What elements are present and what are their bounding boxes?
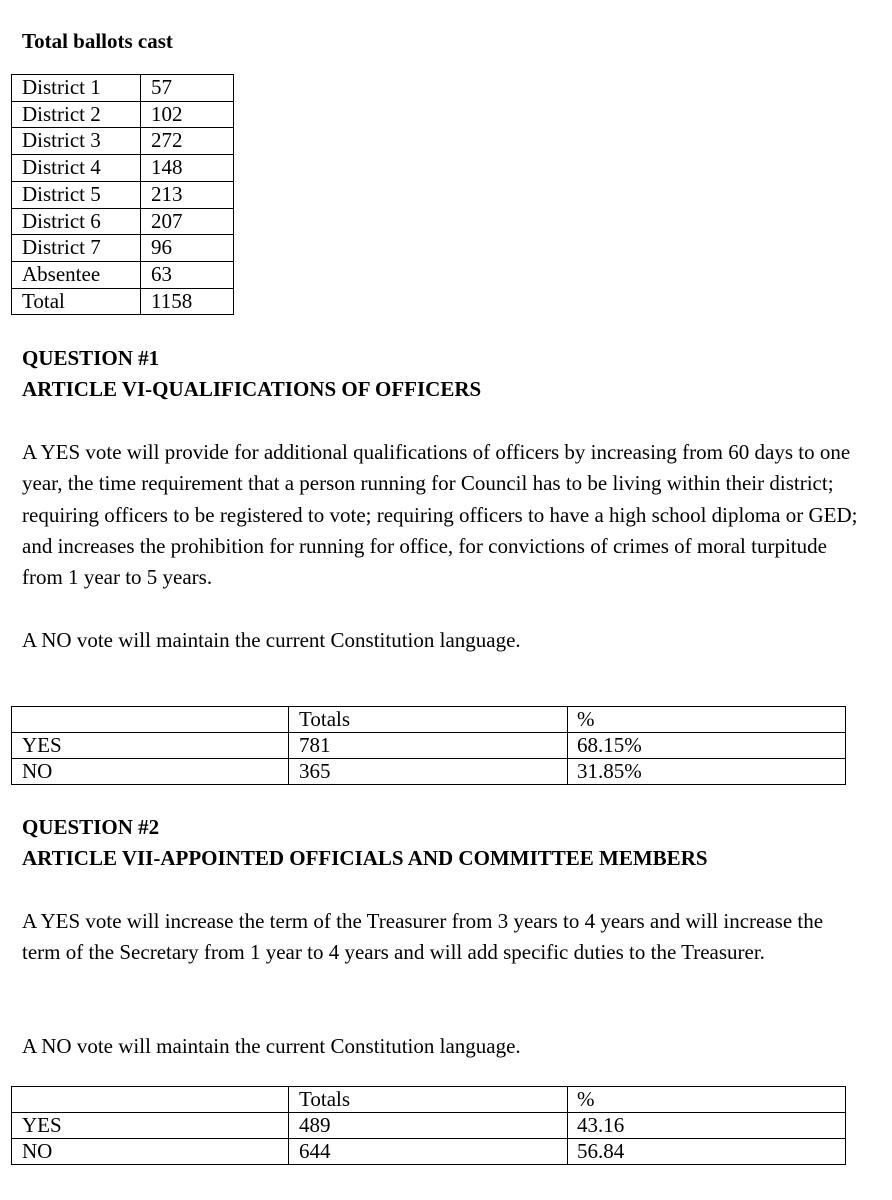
table-row: [12, 261, 234, 288]
results-yes-label: YES: [12, 733, 289, 759]
question2-article: ARTICLE VII-APPOINTED OFFICIALS AND COMMITTEE MEMBERS: [22, 846, 708, 870]
question1-article: ARTICLE VI-QUALIFICATIONS OF OFFICERS: [22, 377, 482, 401]
table-row: [12, 101, 234, 128]
ballots-total-count: 1158: [141, 288, 234, 315]
table-row: [12, 128, 234, 155]
table-row: [12, 288, 234, 315]
results-no-label: NO: [12, 1139, 289, 1165]
ballots-table: [11, 74, 234, 315]
results-yes-percent: 43.16: [568, 1113, 846, 1139]
ballots-district-count: 207: [141, 208, 234, 235]
table-row: [12, 155, 234, 182]
ballots-district-count: 57: [141, 75, 234, 102]
table-row: [12, 208, 234, 235]
ballots-district-count: 213: [141, 181, 234, 208]
results-yes-percent: 68.15%: [568, 733, 846, 759]
results-header-percent: %: [568, 1087, 846, 1113]
ballots-district-label: District 6: [12, 208, 141, 235]
ballots-district-label: District 1: [12, 75, 141, 102]
results-header-blank: [12, 707, 289, 733]
results-header-blank: [12, 1087, 289, 1113]
results-header-totals: Totals: [289, 707, 568, 733]
question2-yes-description: A YES vote will increase the term of the Treasurer from 3 years to 4 years and will increase the term of the Secretary from 1 year to 4 years and will add specific duties to the Treasurer.: [22, 909, 824, 965]
ballots-district-label: District 3: [12, 128, 141, 155]
question1-number: QUESTION #1: [22, 346, 160, 370]
question1-yes-description: A YES vote will provide for additional qualifications of officers by increasing from 60 days to one year, the time requirement that a person running for Council has to be living within their district; requiring officers to be registered to vote; requiring officers to have a high school diploma or GED; and increases the prohibition for running for office, for convictions of crimes of moral turpitude from 1 year to 5 years.: [22, 440, 858, 590]
results-header-percent: %: [568, 707, 846, 733]
results-yes-total: 489: [289, 1113, 568, 1139]
ballots-district-label: District 2: [12, 101, 141, 128]
table-row: [12, 759, 846, 785]
ballots-district-label: District 5: [12, 181, 141, 208]
table-header-row: [12, 707, 846, 733]
ballots-district-count: 102: [141, 101, 234, 128]
results-no-total: 644: [289, 1139, 568, 1165]
table-row: [12, 181, 234, 208]
question2-number: QUESTION #2: [22, 815, 160, 839]
table-row: [12, 1139, 846, 1165]
question1-results-table: [11, 706, 846, 785]
ballots-district-count: 148: [141, 155, 234, 182]
ballots-absentee-count: 63: [141, 261, 234, 288]
results-no-percent: 56.84: [568, 1139, 846, 1165]
results-yes-label: YES: [12, 1113, 289, 1139]
table-row: [12, 235, 234, 262]
question2-results-table: [11, 1086, 846, 1165]
ballots-district-label: District 4: [12, 155, 141, 182]
question2-no-description: A NO vote will maintain the current Constitution language.: [22, 1034, 521, 1058]
ballots-district-count: 96: [141, 235, 234, 262]
table-row: [12, 75, 234, 102]
ballots-district-count: 272: [141, 128, 234, 155]
results-header-totals: Totals: [289, 1087, 568, 1113]
table-row: [12, 1113, 846, 1139]
question1-no-description: A NO vote will maintain the current Constitution language.: [22, 628, 521, 652]
table-header-row: [12, 1087, 846, 1113]
ballots-total-label: Total: [12, 288, 141, 315]
results-yes-total: 781: [289, 733, 568, 759]
ballots-absentee-label: Absentee: [12, 261, 141, 288]
table-row: [12, 733, 846, 759]
ballots-title: Total ballots cast: [22, 29, 173, 53]
results-no-label: NO: [12, 759, 289, 785]
ballots-district-label: District 7: [12, 235, 141, 262]
results-no-percent: 31.85%: [568, 759, 846, 785]
results-no-total: 365: [289, 759, 568, 785]
